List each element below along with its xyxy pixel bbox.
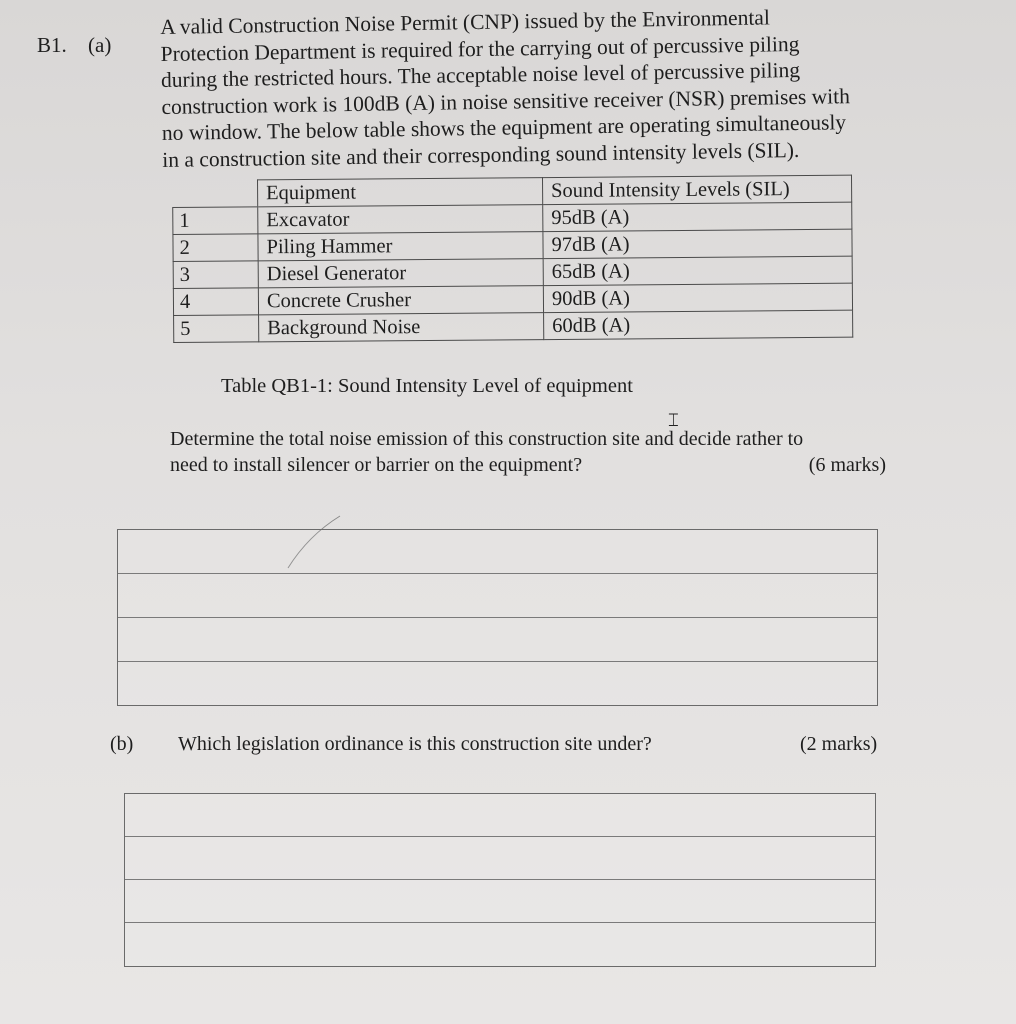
part-a-question-line: need to install silencer or barrier on the equipment? [170, 454, 583, 476]
part-a-answer-box[interactable] [117, 529, 878, 706]
table-header-blank [173, 180, 258, 208]
row-sil: 90dB (A) [543, 283, 852, 312]
intro-line: in a construction site and their corresponding sound intensity levels (SIL). [162, 137, 800, 172]
table-header-sil: Sound Intensity Levels (SIL) [542, 175, 851, 204]
answer-line [118, 573, 877, 574]
row-equipment: Diesel Generator [258, 259, 543, 288]
row-number: 1 [173, 207, 258, 235]
row-number: 4 [173, 288, 258, 316]
question-intro [160, 2, 914, 173]
row-number: 2 [173, 234, 258, 262]
part-b-question: Which legislation ordinance is this construction site under? [178, 733, 652, 755]
part-b-label: (b) [110, 733, 134, 755]
part-b-marks: (2 marks) [800, 733, 878, 755]
row-sil: 97dB (A) [543, 229, 852, 258]
part-b-answer-box[interactable] [124, 793, 876, 967]
equipment-table [172, 175, 853, 343]
row-sil: 65dB (A) [543, 256, 852, 285]
row-equipment: Concrete Crusher [258, 286, 543, 315]
table-caption: Table QB1-1: Sound Intensity Level of equipment [221, 375, 633, 397]
answer-line [118, 661, 877, 662]
intro-line: construction work is 100dB (A) in noise sensitive receiver (NSR) premises with [161, 83, 851, 119]
row-number: 3 [173, 261, 258, 289]
answer-line [125, 836, 875, 837]
part-a-question [170, 426, 892, 478]
row-equipment: Piling Hammer [258, 232, 543, 261]
question-number: B1. [37, 33, 67, 57]
part-a-marks: (6 marks) [808, 454, 886, 476]
answer-line [125, 922, 875, 923]
answer-line [125, 879, 875, 880]
row-sil: 60dB (A) [544, 310, 853, 339]
row-equipment: Excavator [258, 205, 543, 234]
row-sil: 95dB (A) [543, 202, 852, 231]
part-a-question-line: Determine the total noise emission of this construction site and decide rather to [170, 428, 804, 450]
part-a-label: (a) [88, 33, 112, 57]
intro-line: no window. The below table shows the equipment are operating simultaneously [161, 110, 847, 145]
table-header-equipment: Equipment [258, 178, 543, 207]
row-number: 5 [174, 315, 259, 343]
intro-line: during the restricted hours. The acceptable noise level of percussive piling [160, 57, 801, 92]
answer-line [118, 617, 877, 618]
row-equipment: Background Noise [259, 313, 544, 342]
table-row [174, 310, 853, 342]
intro-line: Protection Department is required for the carrying out of percussive piling [160, 31, 800, 66]
intro-line: A valid Construction Noise Permit (CNP) issued by the Environmental [160, 5, 771, 39]
text-cursor-icon: ⌶ [668, 410, 679, 431]
